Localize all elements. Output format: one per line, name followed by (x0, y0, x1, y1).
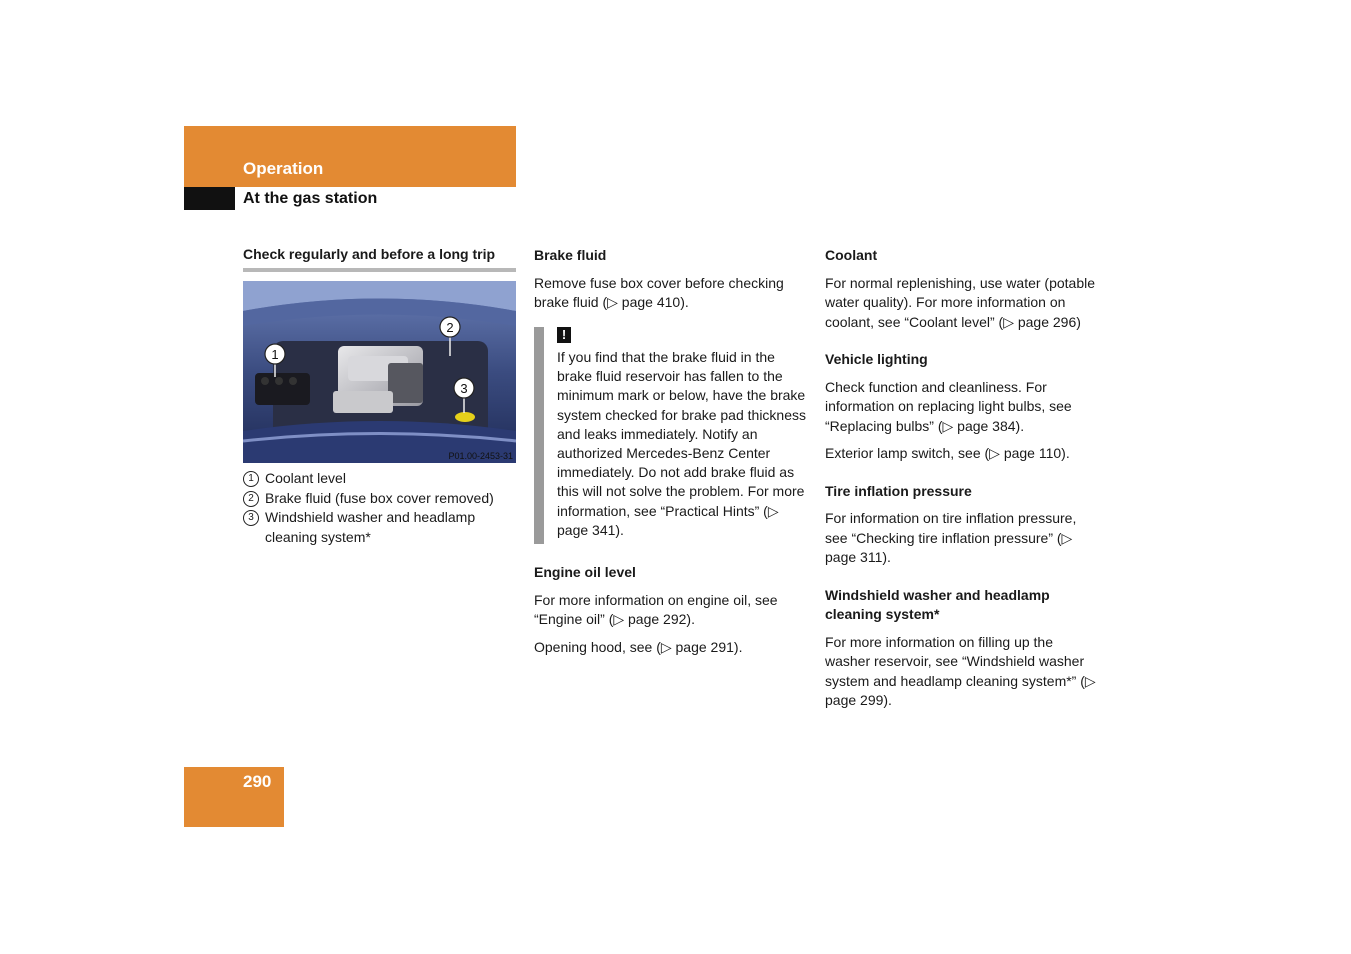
header-band (184, 126, 516, 187)
washer-heading: Windshield washer and headlamp cleaning system* (825, 586, 1050, 622)
photo-code: P01.00-2453-31 (448, 451, 513, 461)
callout-1-label: 1 (271, 347, 279, 362)
legend-num: 3 (243, 510, 259, 526)
washer-text: For more information on filling up the washer reservoir, see “Windshield washer system and headlamp cleaning system*” (▷ page 299). (825, 633, 1096, 708)
callout-2-label: 2 (446, 320, 454, 335)
legend-item (243, 469, 518, 489)
legend-item (243, 508, 518, 547)
callout-3-label: 3 (460, 381, 468, 396)
page-number: 290 (243, 772, 272, 791)
warning-icon: ! (557, 327, 571, 343)
checklist-heading: Check regularly and before a long trip (243, 246, 516, 272)
legend-text: Coolant level (265, 470, 346, 486)
coolant-text: For normal replenishing, use water (potable water quality). For more information on coolant, see “Coolant level” (▷ page 296) (825, 274, 1096, 330)
legend-text: Brake fluid (fuse box cover removed) (265, 489, 494, 506)
tire-pressure-text: For information on tire inflation pressure, see “Checking tire inflation pressure” (▷ page 311). (825, 510, 1077, 565)
engine-oil-heading: Engine oil level (534, 564, 636, 580)
coolant-heading: Coolant (825, 247, 878, 263)
legend-item (243, 489, 518, 509)
checks-column (825, 246, 1100, 711)
callout-3 (454, 378, 474, 398)
brake-fluid-text: Remove fuse box cover before checking brake fluid (▷ page 410). (534, 274, 784, 310)
photo-legend (243, 469, 518, 547)
chapter-title: Operation (243, 159, 324, 178)
legend-num: 1 (243, 471, 259, 487)
engine-bay-photo (243, 281, 516, 463)
vehicle-lighting-text: Check function and cleanliness. For information on replacing light bulbs, see “Replacing bulbs” (▷ page 384). (825, 378, 1072, 434)
legend-num: 2 (243, 491, 259, 507)
legend-text: Windshield washer and headlamp cleaning system* (265, 509, 476, 545)
warning-text: If you find that the brake fluid in the brake fluid reservoir has fallen to the minimum mark or below, have the brake system checked for brake pad thickness and leaks immediately. Notify an authorized Mercedes-Benz Center immediately. Do not add brake fluid as this will not solve the problem. For more information, see “Practical Hints” (▷ page 341). (557, 349, 807, 538)
brake-warning-box (534, 327, 810, 544)
engine-oil-text: For more information on engine oil, see “Engine oil” (▷ page 292). (534, 591, 778, 627)
callout-1 (265, 344, 285, 364)
tire-pressure-heading: Tire inflation pressure (825, 482, 972, 499)
section-title: At the gas station (243, 190, 378, 207)
warning-bar (534, 327, 544, 544)
engine-oil-section (534, 563, 806, 657)
header-marker (184, 187, 235, 210)
lamp-switch-text: Exterior lamp switch, see (▷ page 110). (825, 445, 1070, 461)
vehicle-lighting-heading: Vehicle lighting (825, 351, 928, 367)
opening-hood-text: Opening hood, see (▷ page 291). (534, 638, 743, 655)
callout-2 (440, 317, 460, 337)
brake-fluid-section (534, 246, 806, 313)
brake-fluid-heading: Brake fluid (534, 247, 607, 263)
